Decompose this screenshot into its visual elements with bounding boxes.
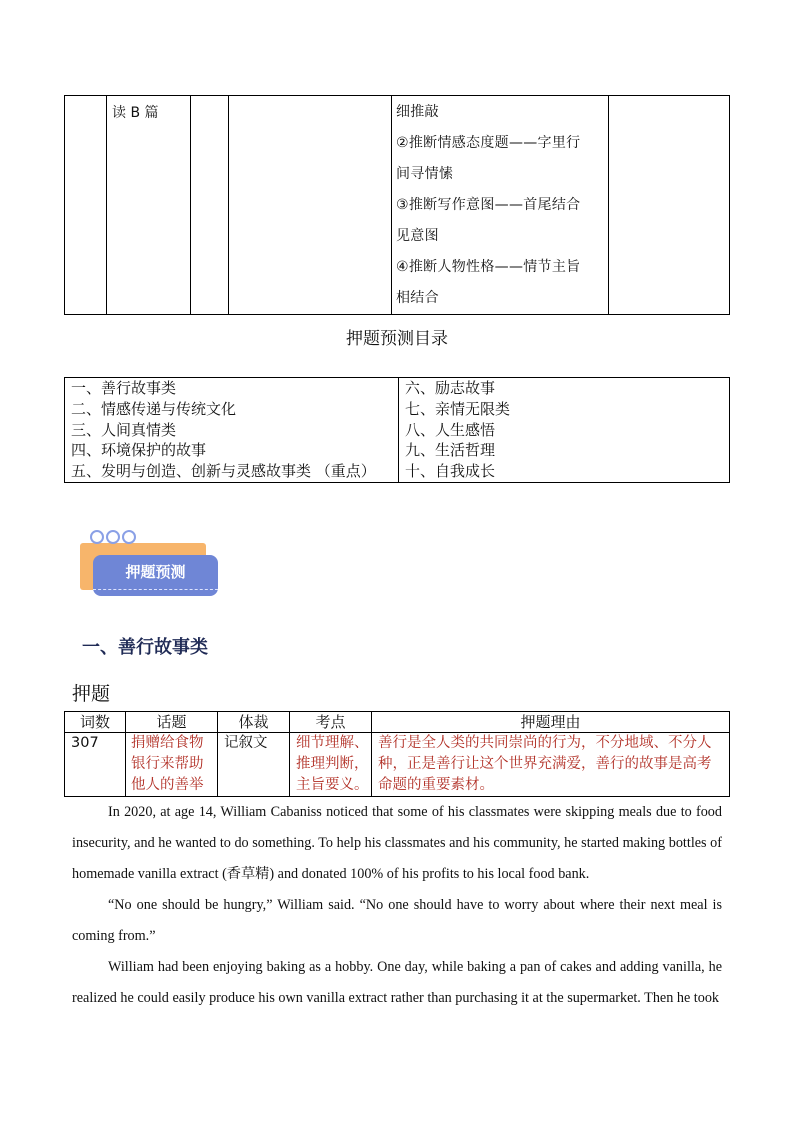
method-line: ③推断写作意图——首尾结合	[396, 197, 581, 213]
catalog-item: 九、生活哲理	[405, 441, 496, 460]
column-header: 押题理由	[372, 712, 730, 733]
method-line: ④推断人物性格——情节主旨	[396, 259, 581, 275]
catalog-item: 四、环境保护的故事	[71, 441, 207, 460]
exam-points-cell: 细节理解、推理判断，主旨要义。	[290, 733, 372, 797]
table-cell	[191, 96, 229, 315]
column-header: 词数	[65, 712, 126, 733]
genre-cell: 记叙文	[218, 733, 290, 797]
table-cell	[609, 96, 730, 315]
banner-dashed-line	[93, 589, 218, 590]
passage-paragraph: In 2020, at age 14, William Cabaniss noticed that some of his classmates were skipping meals due to food insecurity, and he wanted to do something. To help his classmates and his community, he started making bottles of homemade vanilla extract (香草精) and donated 100% of his profits to his local food bank.	[72, 804, 722, 882]
catalog-item: 五、发明与创造、创新与灵感故事类 （重点）	[71, 462, 376, 481]
passage-paragraph: William had been enjoying baking as a hobby. One day, while baking a pan of cakes and adding vanilla, he realized he could easily produce his own vanilla extract rather than purchasing it at the supermarket. Then he took	[72, 959, 722, 1006]
catalog-item: 六、励志故事	[405, 379, 496, 397]
method-line: 细推敲	[396, 104, 439, 120]
methods-cell	[392, 96, 609, 315]
section-heading: 一、善行故事类	[82, 637, 208, 658]
method-line: ②推断情感态度题——字里行	[396, 135, 581, 151]
reading-strategy-table	[64, 95, 730, 315]
method-line: 间寻情愫	[396, 166, 454, 182]
table-header-row	[65, 712, 730, 733]
method-line: 相结合	[396, 290, 439, 306]
catalog-item: 十、自我成长	[405, 462, 496, 481]
section-banner	[78, 530, 220, 602]
ring-icon	[122, 530, 136, 544]
ring-icon	[106, 530, 120, 544]
ring-icon	[90, 530, 104, 544]
catalog-item: 二、情感传递与传统文化	[71, 399, 237, 418]
method-line: 见意图	[396, 228, 439, 244]
table-cell	[229, 96, 392, 315]
table-row	[65, 733, 730, 797]
reason-cell: 善行是全人类的共同崇尚的行为，不分地域、不分人种，正是善行让这个世界充满爱，善行的故事是高考命题的重要素材。	[372, 733, 730, 797]
column-header: 话题	[126, 712, 218, 733]
catalog-left-column	[65, 378, 399, 483]
reading-label: 读 B 篇	[112, 105, 159, 121]
topic-cell: 捐赠给食物银行来帮助他人的善举	[126, 733, 218, 797]
word-count-cell: 307	[65, 733, 126, 797]
column-header: 考点	[290, 712, 372, 733]
catalog-table	[64, 377, 730, 483]
prediction-table	[64, 711, 730, 797]
catalog-item: 三、人间真情类	[71, 420, 177, 439]
catalog-item: 七、亲情无限类	[405, 399, 511, 418]
catalog-title: 押题预测目录	[346, 329, 448, 349]
banner-label: 押题预测	[125, 563, 186, 581]
catalog-item: 八、人生感悟	[405, 420, 496, 439]
column-header: 体裁	[218, 712, 290, 733]
catalog-right-column	[399, 378, 730, 483]
passage-paragraph: “No one should be hungry,” William said. “No one should have to worry about where their next meal is coming from.”	[72, 897, 722, 944]
catalog-item: 一、善行故事类	[71, 379, 177, 397]
table-cell	[107, 96, 191, 315]
table-cell	[65, 96, 107, 315]
sub-label: 押题	[72, 683, 111, 705]
